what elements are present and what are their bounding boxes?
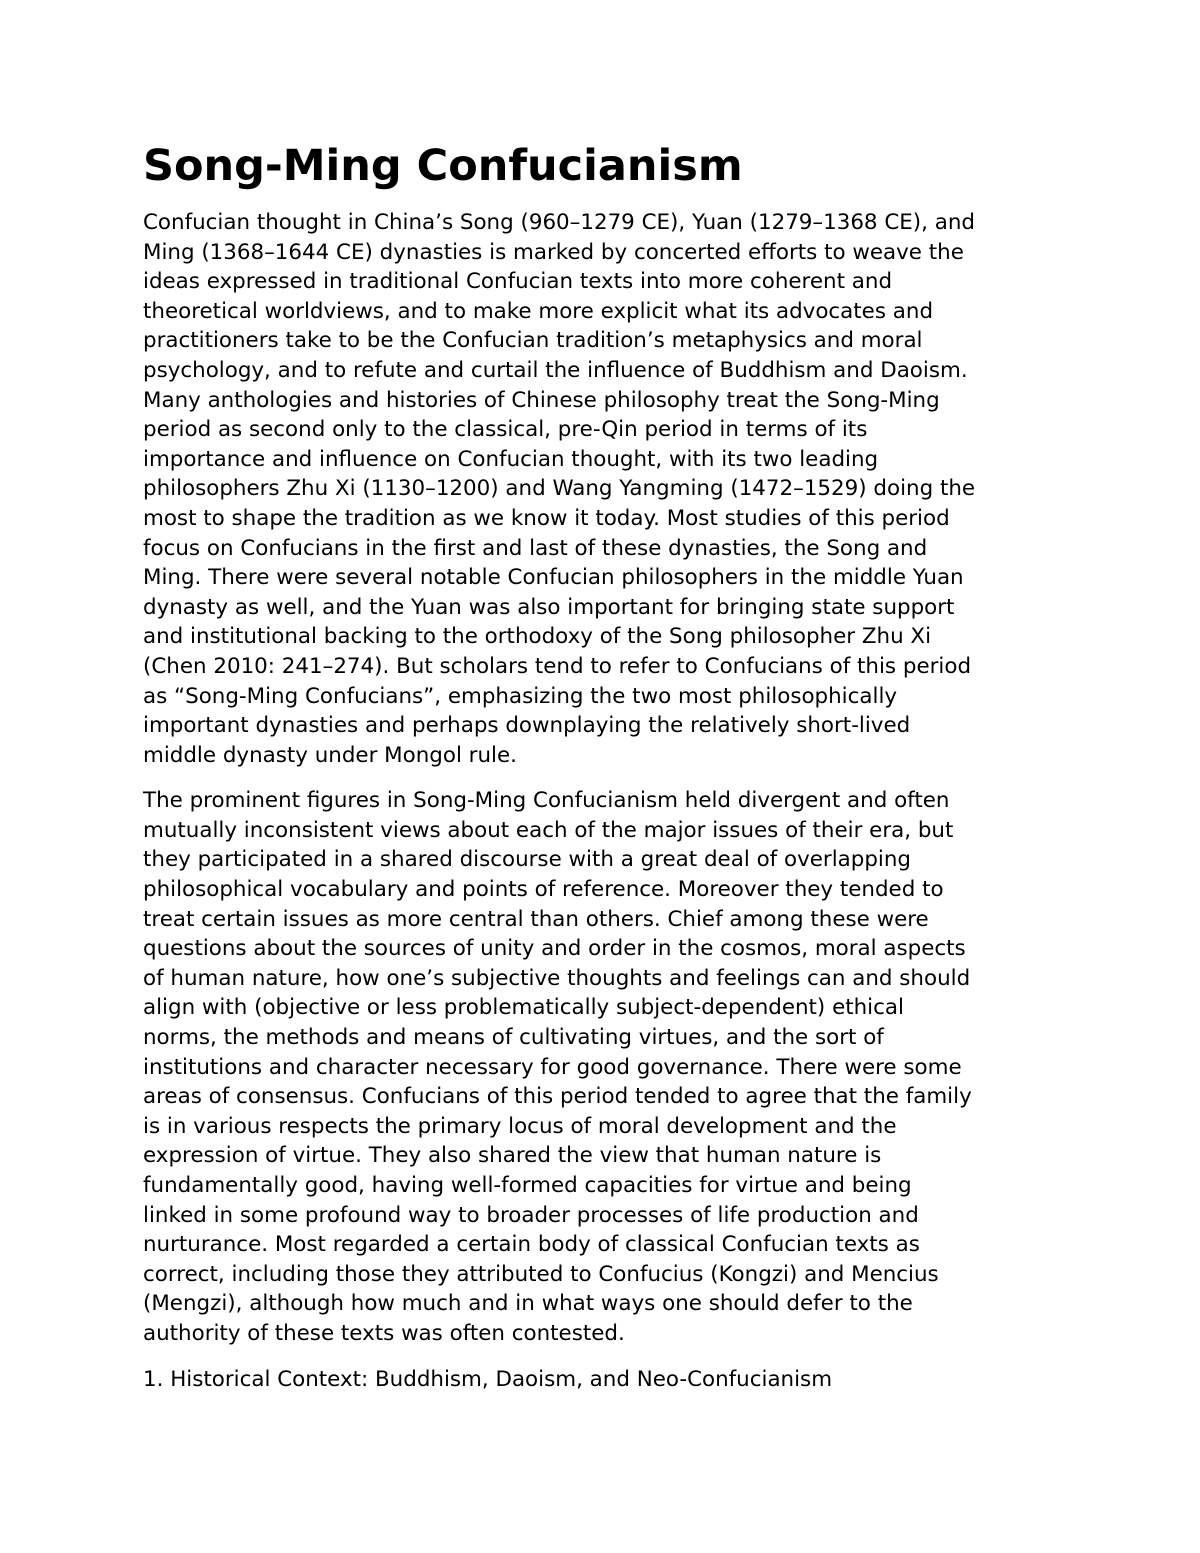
document-body (143, 208, 1068, 1349)
paragraph-line: theoretical worldviews, and to make more explicit what its advocates and (143, 298, 934, 324)
paragraph-line: they participated in a shared discourse with a great deal of overlapping (143, 847, 911, 873)
paragraph-line: philosophical vocabulary and points of reference. Moreover they tended to (143, 877, 944, 903)
paragraph-line: norms, the methods and means of cultivating virtues, and the sort of (143, 1025, 884, 1051)
paragraph-line: Ming (1368–1644 CE) dynasties is marked by concerted efforts to weave the (143, 239, 964, 265)
paragraph-line: authority of these texts was often contested. (143, 1320, 625, 1346)
paragraph-line: Many anthologies and histories of Chinese philosophy treat the Song-Ming (143, 387, 940, 413)
paragraph-line: correct, including those they attributed to Confucius (Kongzi) and Mencius (143, 1261, 939, 1287)
paragraph-line: most to shape the tradition as we know it today. Most studies of this period (143, 505, 950, 531)
paragraph-line: institutions and character necessary for good governance. There were some (143, 1054, 962, 1080)
paragraph-line: nurturance. Most regarded a certain body of classical Confucian texts as (143, 1232, 920, 1258)
body-paragraph (143, 208, 1068, 770)
paragraph-line: middle dynasty under Mongol rule. (143, 742, 517, 768)
paragraph-line: psychology, and to refute and curtail the influence of Buddhism and Daoism. (143, 357, 968, 383)
paragraph-line: is in various respects the primary locus of moral development and the (143, 1113, 897, 1139)
paragraph-line: mutually inconsistent views about each of the major issues of their era, but (143, 817, 954, 843)
paragraph-line: fundamentally good, having well-formed capacities for virtue and being (143, 1173, 912, 1198)
paragraph-line: ideas expressed in traditional Confucian texts into more coherent and (143, 269, 893, 295)
paragraph-line: important dynasties and perhaps downplaying the relatively short-lived (143, 713, 911, 739)
paragraph-line: practitioners take to be the Confucian tradition’s metaphysics and moral (143, 328, 923, 354)
paragraph-line: and institutional backing to the orthodoxy of the Song philosopher Zhu Xi (143, 624, 932, 650)
paragraph-line: The prominent figures in Song-Ming Confucianism held divergent and often (143, 788, 950, 814)
paragraph-line: (Chen 2010: 241–274). But scholars tend to refer to Confucians of this period (143, 653, 972, 679)
body-paragraph (143, 786, 1068, 1348)
paragraph-line: linked in some profound way to broader processes of life production and (143, 1202, 919, 1228)
paragraph-line: questions about the sources of unity and order in the cosmos, moral aspects (143, 936, 966, 962)
paragraph-line: as “Song-Ming Confucians”, emphasizing the two most philosophically (143, 683, 898, 709)
paragraph-line: Confucian thought in China’s Song (960–1279 CE), Yuan (1279–1368 CE), and (143, 210, 975, 235)
paragraph-line: focus on Confucians in the first and last of these dynasties, the Song and (143, 535, 928, 561)
paragraph-line: expression of virtue. They also shared the view that human nature is (143, 1143, 882, 1169)
document-page (143, 138, 1068, 1394)
section-heading: 1. Historical Context: Buddhism, Daoism, and Neo-Confucianism (143, 1366, 833, 1392)
paragraph-line: dynasty as well, and the Yuan was also important for bringing state support (143, 594, 955, 620)
paragraph-line: period as second only to the classical, pre-Qin period in terms of its (143, 417, 868, 443)
paragraph-line: philosophers Zhu Xi (1130–1200) and Wang Yangming (1472–1529) doing the (143, 476, 976, 502)
paragraph-line: (Mengzi), although how much and in what ways one should defer to the (143, 1291, 913, 1317)
paragraph-line: Ming. There were several notable Confucian philosophers in the middle Yuan (143, 565, 964, 591)
paragraph-line: treat certain issues as more central than others. Chief among these were (143, 906, 929, 932)
document-title: Song-Ming Confucianism (143, 141, 743, 191)
paragraph-line: importance and influence on Confucian thought, with its two leading (143, 446, 879, 472)
paragraph-line: areas of consensus. Confucians of this period tended to agree that the family (143, 1084, 972, 1110)
paragraph-line: of human nature, how one’s subjective thoughts and feelings can and should (143, 965, 971, 991)
paragraph-line: align with (objective or less problematically subject-dependent) ethical (143, 995, 904, 1021)
